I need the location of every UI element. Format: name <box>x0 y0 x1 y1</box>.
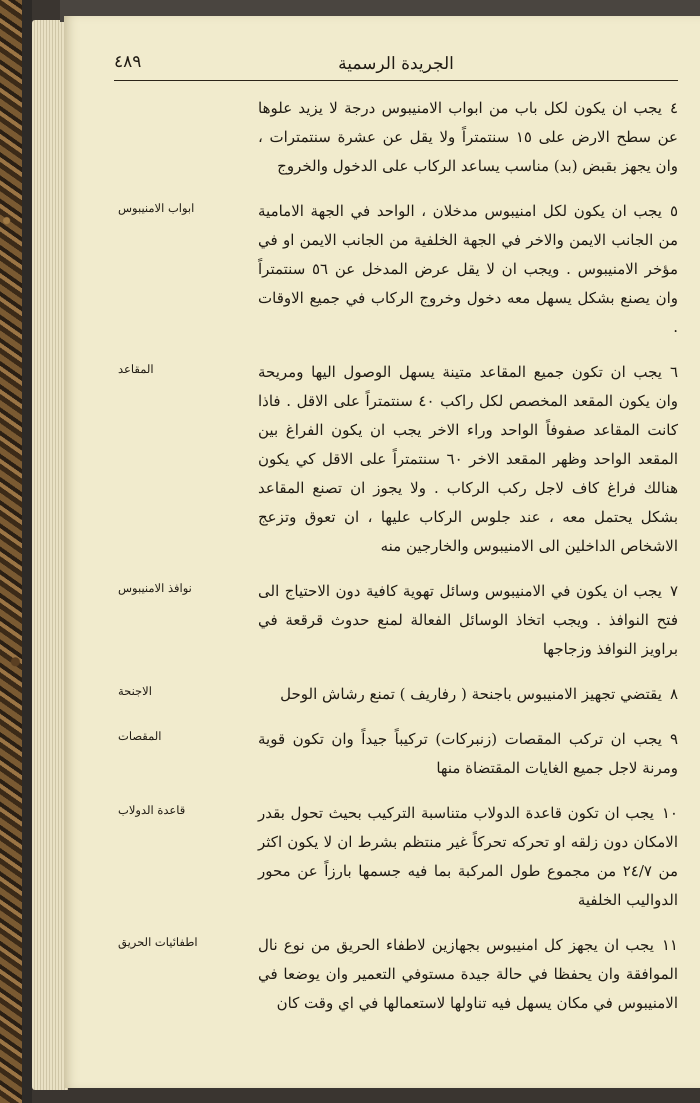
article-body <box>258 358 678 561</box>
article-11 <box>94 931 678 1018</box>
article-7 <box>94 577 678 664</box>
page-edges <box>32 20 68 1090</box>
article-number: ٩ <box>669 730 678 748</box>
article-number: ١١ <box>661 936 678 954</box>
article-8 <box>94 680 678 709</box>
margin-heading: قاعدة الدولاب <box>118 803 186 817</box>
article-body <box>258 799 678 915</box>
article-10 <box>94 799 678 915</box>
document-page <box>64 16 700 1088</box>
article-6 <box>94 358 678 561</box>
article-9 <box>94 725 678 783</box>
article-number: ١٠ <box>661 804 678 822</box>
article-number: ٥ <box>669 202 678 220</box>
page-header <box>114 50 678 81</box>
article-5 <box>94 197 678 342</box>
article-text: يجب ان يجهز كل امنيبوس بجهازين لاطفاء الحريق من نوع نال الموافقة وان يحفظا في حالة جيدة مستوفي التعمير وان يوضعا في الامنيبوس في مكان يسهل فيه تناولها لاستعمالها في اي وقت كان <box>258 936 678 1012</box>
article-number: ٧ <box>669 582 678 600</box>
article-text: يجب ان يكون لكل باب من ابواب الامنيبوس درجة لا يزيد علوها عن سطح الارض على ١٥ سنتمتراً ولا يقل عن عشرة سنتمترات ، وان يجهز بقبض (بد) مناسب يساعد الركاب على الدخول والخروج <box>258 99 679 175</box>
article-body <box>258 931 678 1018</box>
page-title: الجريدة الرسمية <box>338 54 454 74</box>
book-spine <box>22 0 32 1103</box>
article-text: يجب ان يكون في الامنيبوس وسائل تهوية كافية دون الاحتياج الى فتح النوافذ . ويجب اتخاذ الوسائل الفعالة لمنع حدوث قرقعة في براويز النوافذ وزجاجها <box>258 582 678 658</box>
marbled-cover <box>0 0 22 1103</box>
page-number: ٤٨٩ <box>114 52 142 72</box>
article-number: ٨ <box>669 685 678 703</box>
margin-heading: الاجنحة <box>118 684 152 698</box>
article-text: يجب ان تركب المقصات (زنبركات) تركيباً جيداً وان تكون قوية ومرنة لاجل جميع الغايات المقتضاة منها <box>258 730 678 777</box>
article-text: يقتضي تجهيز الامنيبوس باجنحة ( رفاريف ) تمنع رشاش الوحل <box>280 685 662 703</box>
margin-heading: ابواب الامنيبوس <box>118 201 195 215</box>
article-text: يجب ان تكون جميع المقاعد متينة يسهل الوصول اليها ومريحة وان يكون المقعد المخصص لكل راكب ٤٠ سنتمتراً على الاقل . فاذا كانت المقاعد صفوفاً الواحد وراء الاخر يجب ان يكون الفراغ بين المقعد الواحد وظهر المقعد الاخر ٦٠ سنتمتراً على الاقل كي يكون هنالك فراغ كاف لاجل ركب الركاب . ولا يجوز ان تصنع المقاعد بشكل يحتمل معه ، عند جلوس الركاب عليها ، ان تعوق وتزعج الاشخاص الداخلين الى الامنيبوس والخارجين منه <box>258 363 678 555</box>
margin-heading: اطفائيات الحريق <box>118 935 198 949</box>
article-number: ٦ <box>669 363 678 381</box>
article-text: يجب ان يكون لكل امنيبوس مدخلان ، الواحد في الجهة الامامية من الجانب الايمن والاخر في الجهة الخلفية من الجانب الايمن او في مؤخر الامنيبوس . ويجب ان لا يقل عرض المدخل عن ٥٦ سنتمتراً وان يصنع بشكل يسهل معه دخول وخروج الركاب في جميع الاوقات . <box>258 202 679 336</box>
article-text: يجب ان تكون قاعدة الدولاب متناسبة التركيب بحيث تحول بقدر الامكان دون زلقه او تحركه تحركاً غير منتظم بشرط ان لا يكون اكثر من ٢٤/٧ من مجموع طول المركبة بما فيه جسمها بارزاً عن محور الدواليب الخلفية <box>258 804 678 909</box>
article-body <box>258 197 678 342</box>
article-body <box>258 680 678 709</box>
margin-heading: المقصات <box>118 729 162 743</box>
article-body <box>258 94 678 181</box>
articles-list <box>94 94 678 1034</box>
article-body <box>258 725 678 783</box>
article-body <box>258 577 678 664</box>
margin-heading: نوافذ الامنيبوس <box>118 581 192 595</box>
article-4 <box>94 94 678 181</box>
article-number: ٤ <box>669 99 678 117</box>
margin-heading: المقاعد <box>118 362 154 376</box>
